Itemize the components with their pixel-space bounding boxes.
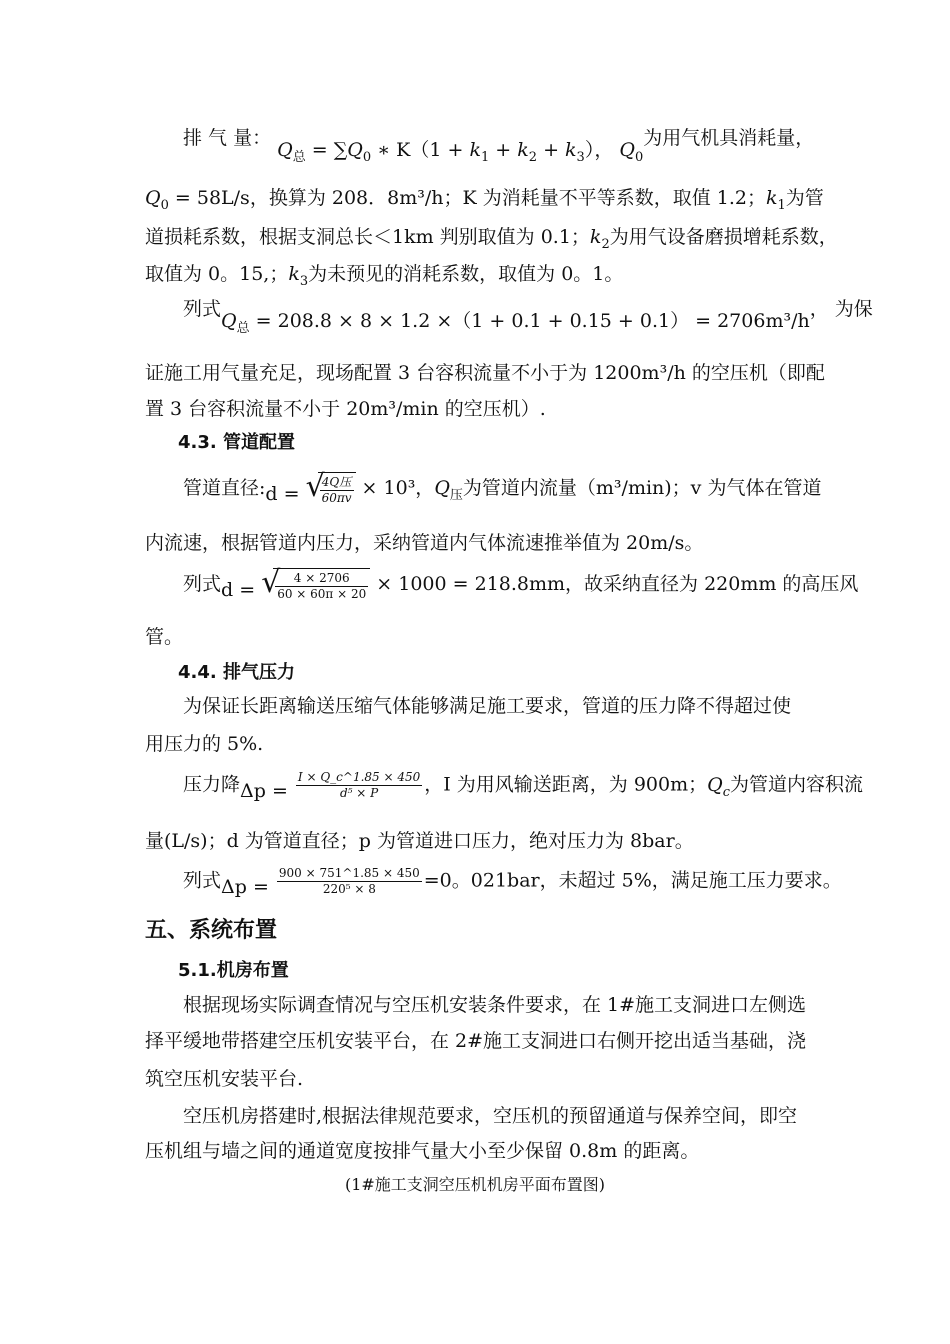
pressure-drop-formula	[183, 770, 863, 806]
text: 为管	[785, 187, 824, 209]
text: 为管道内容积流	[729, 773, 863, 796]
var-q-total: Q	[221, 310, 237, 332]
sub: 2	[601, 237, 610, 252]
figure-caption: (1#施工支洞空压机机房平面布置图)	[344, 1175, 606, 1194]
sub: 压	[449, 488, 463, 503]
paragraph-line	[145, 261, 623, 295]
text: 为用气设备磨损增耗系数，	[609, 226, 838, 248]
sqrt: √ $\frac{\text{4Q压}}{60\pi v}$	[306, 472, 356, 506]
text: ，I 为用风输送距离，为 900m；	[424, 773, 708, 796]
paragraph-line: 择平缓地带搭建空压机安装平台，在 2#施工支洞进口右侧开挖出适当基础，浇	[145, 1030, 807, 1052]
text: 为未预见的消耗系数，取值为 0。1。	[308, 263, 624, 285]
label: 列式	[183, 573, 222, 595]
var-q0: Q	[347, 139, 363, 161]
var-k2: k	[589, 226, 602, 248]
text: 取值为 0。15,；	[145, 263, 289, 285]
label: 排 气 量：	[183, 127, 272, 149]
calc-total-formula	[183, 296, 873, 336]
section-heading-5-1: 5.1.机房布置	[178, 960, 289, 981]
var-k1: k	[469, 139, 481, 161]
label: 列式	[183, 298, 222, 320]
var-k1: k	[765, 187, 778, 209]
var-k3: k	[565, 139, 577, 161]
paragraph-line: 证施工用气量充足，现场配置 3 台容积流量不小于为 1200m³/h 的空压机（即配	[145, 362, 825, 384]
var-dp: Δp =	[240, 779, 294, 802]
paragraph-line	[145, 185, 824, 219]
numerator: I × Q_c^1.85 × 450	[297, 770, 421, 784]
numerator: 4Q压	[320, 475, 354, 491]
paragraph-line: 置 3 台容积流量不小于 20m³/min 的空压机）.	[145, 398, 546, 420]
op: +	[489, 139, 518, 161]
op: +	[537, 139, 566, 161]
text: 道损耗系数，根据支洞总长＜1km 判别取值为 0.1；	[145, 226, 590, 248]
text: =0。021bar，未超过 5%，满足施工压力要求。	[423, 869, 842, 892]
paragraph-line: 根据现场实际调查情况与空压机安装条件要求，在 1#施工支洞进口左侧选	[183, 994, 807, 1016]
result: = 2706m³/h	[689, 310, 810, 332]
sub: 3	[576, 150, 585, 165]
sub: 1	[777, 198, 786, 213]
var-k2: k	[517, 139, 529, 161]
text: ，换算为 208．8m³/h；K 为消耗量不平等系数，取值 1.2；	[249, 187, 766, 209]
numerator: 4 × 2706	[275, 571, 368, 587]
denominator: 60 × 60π × 20	[277, 587, 367, 601]
var-d: d =	[221, 579, 262, 601]
sub: 3	[299, 274, 309, 289]
text: ， 为保	[809, 298, 873, 320]
expression: = 208.8 × 8 × 1.2 ×（1 + 0.1 + 0.15 + 0.1）	[249, 310, 690, 332]
var-d: d =	[265, 483, 306, 505]
op: ），	[584, 139, 620, 161]
value: = 58L/s	[168, 187, 250, 209]
label: 压力降	[183, 773, 241, 796]
sqrt: √ $\frac{4 \times 2706}{60 \times 60\pi \times 20}$	[261, 568, 370, 602]
text: ，故采纳直径为 220mm 的高压风	[565, 573, 859, 595]
exhaust-volume-formula	[183, 125, 815, 165]
var-q0: Q	[145, 187, 161, 209]
var-q0: Q	[619, 139, 635, 161]
label: 列式	[183, 869, 222, 892]
denominator: d⁵ × P	[339, 786, 379, 800]
paragraph-line: 压机组与墙之间的通道宽度按排气量大小至少保留 0.8m 的距离。	[145, 1140, 700, 1162]
numerator: 900 × 751^1.85 × 450	[278, 866, 420, 880]
paragraph-line: 为保证长距离输送压缩气体能够满足施工要求，管道的压力降不得超过使	[183, 695, 792, 717]
calc-pressure-formula	[183, 866, 842, 897]
sub: 0	[634, 150, 644, 165]
paragraph-line: 内流速，根据管道内压力，采纳管道内气体流速推举值为 20m/s。	[145, 532, 704, 554]
sub: 0	[160, 198, 169, 213]
paragraph-line: 用压力的 5%.	[145, 733, 264, 755]
sub: 1	[480, 150, 490, 165]
var-q: Q	[434, 477, 450, 499]
paragraph-line: 筑空压机安装平台.	[145, 1068, 304, 1090]
op: × 10³，	[355, 477, 435, 499]
var-k3: k	[288, 263, 300, 285]
result: × 1000 = 218.8mm	[370, 573, 566, 595]
text: 为管道内流量（m³/min)；v 为气体在管道	[462, 477, 822, 499]
calc-diameter-formula	[183, 565, 859, 602]
sub: 总	[236, 321, 250, 336]
section-heading-4-3: 4.3. 管道配置	[178, 432, 295, 453]
chapter-heading-5: 五、系统布置	[145, 918, 278, 943]
section-heading-4-4: 4.4. 排气压力	[178, 662, 295, 683]
var-qc: Q	[707, 773, 723, 796]
label: 管道直径:	[183, 477, 266, 499]
denominator: 220⁵ × 8	[322, 882, 376, 896]
denominator: 60πv	[321, 491, 352, 505]
text: 为用气机具消耗量，	[643, 127, 815, 149]
sub: 0	[362, 150, 372, 165]
pipe-diameter-formula	[183, 469, 822, 509]
paragraph-line: 空压机房搭建时,根据法律规范要求，空压机的预留通道与保养空间，即空	[183, 1105, 798, 1127]
var-q-total: Q	[277, 139, 293, 161]
sub: 总	[292, 150, 306, 165]
op: ∗ K（1 +	[371, 139, 470, 161]
paragraph-line	[145, 224, 838, 258]
sub: c	[722, 784, 730, 800]
paragraph-line: 管。	[145, 626, 184, 648]
op: = ∑	[305, 139, 348, 161]
var-dp: Δp =	[221, 875, 275, 898]
paragraph-line: 量(L/s)；d 为管道直径；p 为管道进口压力，绝对压力为 8bar。	[145, 830, 694, 852]
sub: 2	[528, 150, 538, 165]
